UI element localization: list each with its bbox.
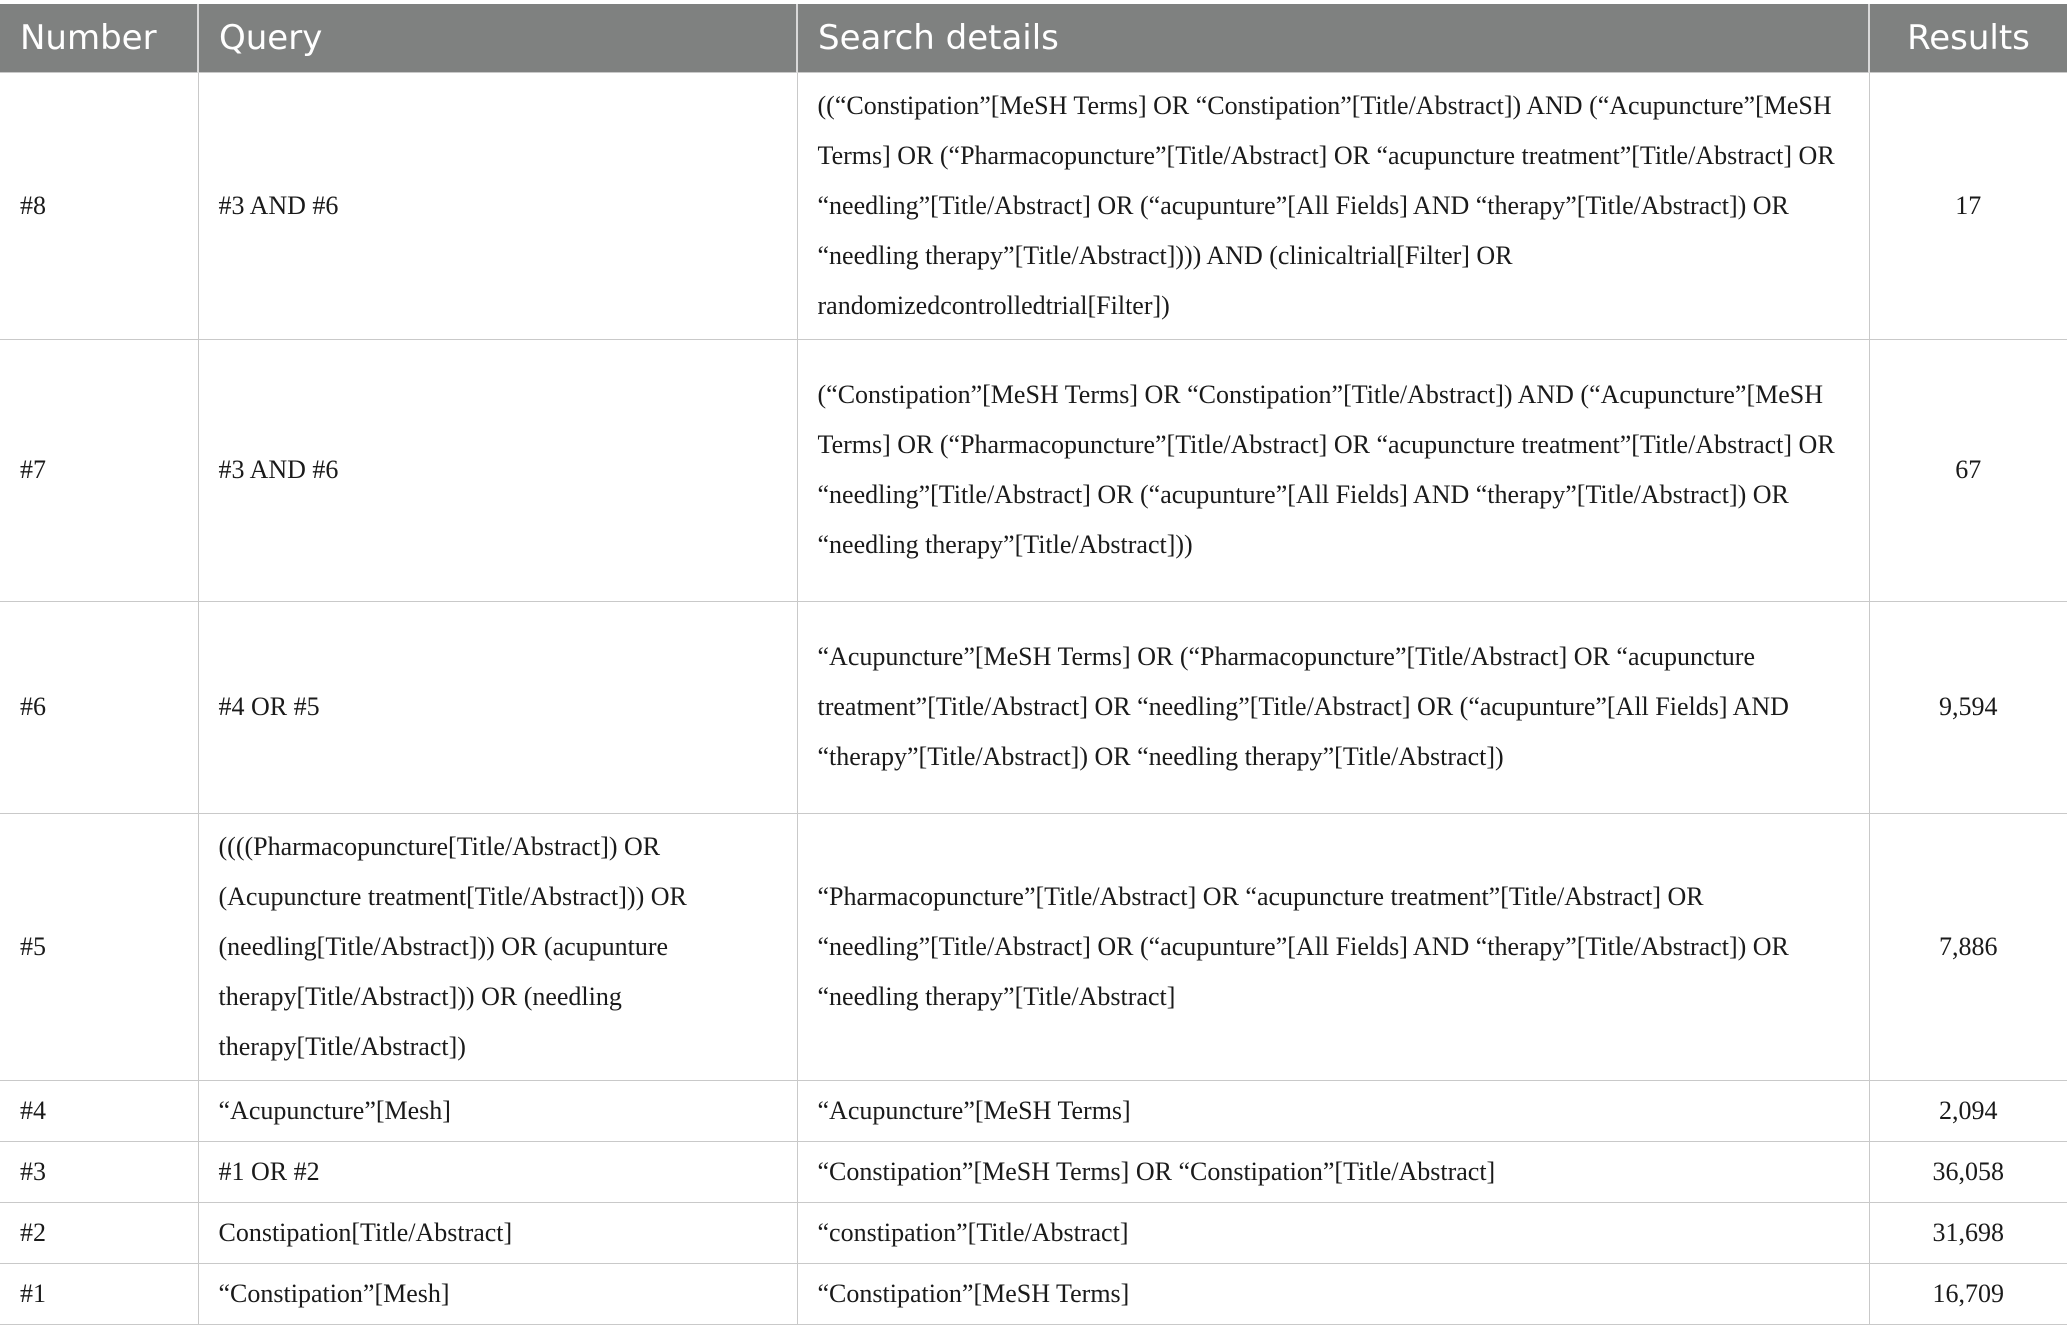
row-number: #2 bbox=[0, 1202, 198, 1263]
table-row bbox=[0, 1141, 2067, 1202]
row-search-details: ((“Constipation”[MeSH Terms] OR “Constipation”[Title/Abstract]) AND (“Acupuncture”[MeSH Terms] OR (“Pharmacopuncture”[Title/Abstract] OR “acupuncture treatment”[Title/Abstract] OR “needling”[Title/Abstract] OR (“acupunture”[All Fields] AND “therapy”[Title/Abstract]) OR “needling therapy”[Title/Abstract]))) AND (clinicaltrial[Filter] OR randomizedcontrolledtrial[Filter]) bbox=[797, 72, 1869, 339]
row-results: 9,594 bbox=[1869, 601, 2067, 813]
table-row bbox=[0, 1080, 2067, 1141]
row-results: 2,094 bbox=[1869, 1080, 2067, 1141]
row-query: #3 AND #6 bbox=[198, 339, 797, 601]
search-strategy-table bbox=[0, 4, 2067, 1325]
header-search-details: Search details bbox=[797, 4, 1869, 72]
table-row bbox=[0, 813, 2067, 1080]
row-search-details: “Constipation”[MeSH Terms] OR “Constipation”[Title/Abstract] bbox=[797, 1141, 1869, 1202]
table-row bbox=[0, 1202, 2067, 1263]
row-query: #4 OR #5 bbox=[198, 601, 797, 813]
row-search-details: “Constipation”[MeSH Terms] bbox=[797, 1263, 1869, 1324]
row-results: 17 bbox=[1869, 72, 2067, 339]
row-results: 36,058 bbox=[1869, 1141, 2067, 1202]
row-results: 67 bbox=[1869, 339, 2067, 601]
row-results: 7,886 bbox=[1869, 813, 2067, 1080]
row-results: 16,709 bbox=[1869, 1263, 2067, 1324]
header-results: Results bbox=[1869, 4, 2067, 72]
row-search-details: “constipation”[Title/Abstract] bbox=[797, 1202, 1869, 1263]
row-query: #1 OR #2 bbox=[198, 1141, 797, 1202]
row-search-details: “Acupuncture”[MeSH Terms] OR (“Pharmacopuncture”[Title/Abstract] OR “acupuncture treatment”[Title/Abstract] OR “needling”[Title/Abstract] OR (“acupunture”[All Fields] AND “therapy”[Title/Abstract]) OR “needling therapy”[Title/Abstract]) bbox=[797, 601, 1869, 813]
row-search-details: (“Constipation”[MeSH Terms] OR “Constipation”[Title/Abstract]) AND (“Acupuncture”[MeSH Terms] OR (“Pharmacopuncture”[Title/Abstract] OR “acupuncture treatment”[Title/Abstract] OR “needling”[Title/Abstract] OR (“acupunture”[All Fields] AND “therapy”[Title/Abstract]) OR “needling therapy”[Title/Abstract])) bbox=[797, 339, 1869, 601]
row-results: 31,698 bbox=[1869, 1202, 2067, 1263]
row-query: #3 AND #6 bbox=[198, 72, 797, 339]
table-row bbox=[0, 72, 2067, 339]
row-number: #3 bbox=[0, 1141, 198, 1202]
row-search-details: “Acupuncture”[MeSH Terms] bbox=[797, 1080, 1869, 1141]
row-number: #6 bbox=[0, 601, 198, 813]
row-query: “Constipation”[Mesh] bbox=[198, 1263, 797, 1324]
table-row bbox=[0, 1263, 2067, 1324]
row-number: #7 bbox=[0, 339, 198, 601]
row-query: “Acupuncture”[Mesh] bbox=[198, 1080, 797, 1141]
table-row bbox=[0, 601, 2067, 813]
header-number: Number bbox=[0, 4, 198, 72]
row-number: #4 bbox=[0, 1080, 198, 1141]
row-search-details: “Pharmacopuncture”[Title/Abstract] OR “acupuncture treatment”[Title/Abstract] OR “needling”[Title/Abstract] OR (“acupunture”[All Fields] AND “therapy”[Title/Abstract]) OR “needling therapy”[Title/Abstract] bbox=[797, 813, 1869, 1080]
search-strategy-table-container bbox=[0, 4, 2067, 1325]
header-query: Query bbox=[198, 4, 797, 72]
table-row bbox=[0, 339, 2067, 601]
row-number: #1 bbox=[0, 1263, 198, 1324]
row-number: #8 bbox=[0, 72, 198, 339]
table-header-row bbox=[0, 4, 2067, 72]
row-query: ((((Pharmacopuncture[Title/Abstract]) OR (Acupuncture treatment[Title/Abstract])) OR (needling[Title/Abstract])) OR (acupunture therapy[Title/Abstract])) OR (needling therapy[Title/Abstract]) bbox=[198, 813, 797, 1080]
row-number: #5 bbox=[0, 813, 198, 1080]
row-query: Constipation[Title/Abstract] bbox=[198, 1202, 797, 1263]
